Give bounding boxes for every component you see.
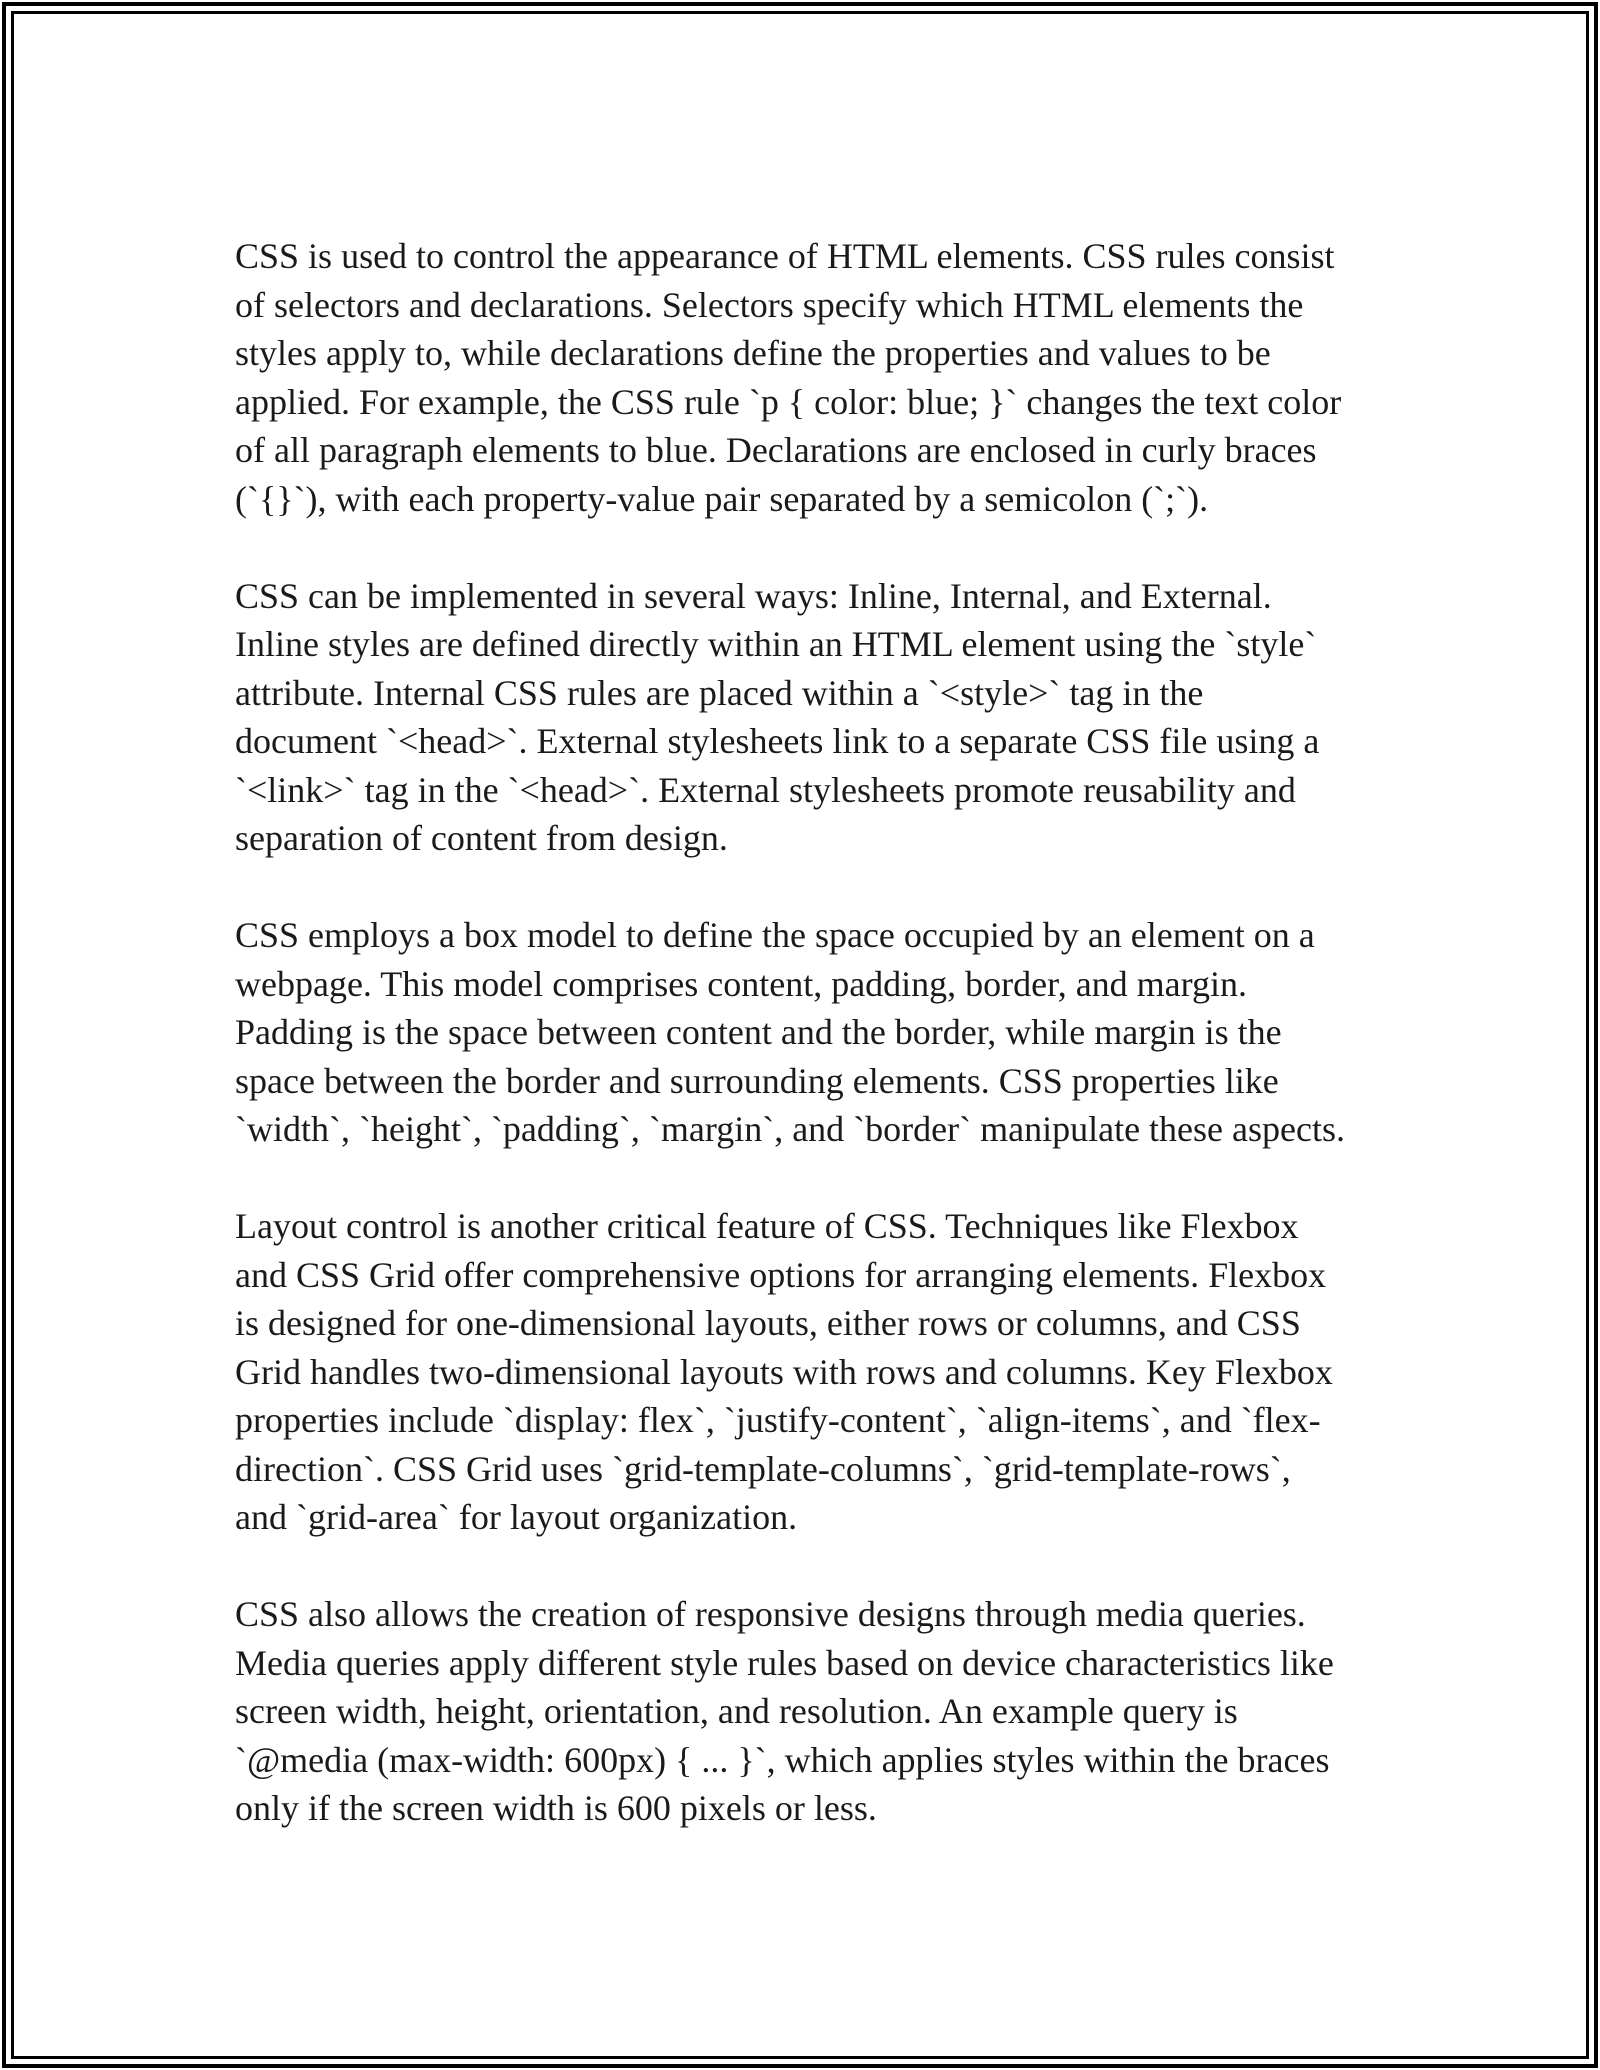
paragraph-css-rules: CSS is used to control the appearance of HTML elements. CSS rules consist of selectors and declarations. Selectors specify which HTML elements the styles apply to, while declarations define the properties and values to be applied. For example, the CSS rule `p { color: blue; }` changes the text color of all paragraph elements to blue. Declarations are enclosed in curly braces (`{}`), with each property-value pair separated by a semicolon (`;`). <box>235 236 1342 519</box>
paragraph-layout-control: Layout control is another critical feature of CSS. Techniques like Flexbox and CSS Grid offer comprehensive options for arranging elements. Flexbox is designed for one-dimensional layouts, either rows or columns, and CSS Grid handles two-dimensional layouts with rows and columns. Key Flexbox properties include `display: flex`, `justify-content`, `align-items`, and `flex- direction`. CSS Grid uses `grid-template-columns`, `grid-template-rows`, and `grid-area` for layout organization. <box>235 1206 1333 1537</box>
paragraph-box-model: CSS employs a box model to define the space occupied by an element on a webpage. This model comprises content, padding, border, and margin. Padding is the space between content and the border, while margin is the space between the border and surrounding elements. CSS properties like `width`, `height`, `padding`, `margin`, and `border` manipulate these aspects. <box>235 915 1345 1149</box>
paragraph-media-queries: CSS also allows the creation of responsive designs through media queries. Media queries apply different style rules based on device characteristics like screen width, height, orientation, and resolution. An example query is `@media (max-width: 600px) { ... }`, which applies styles within the braces only if the screen width is 600 pixels or less. <box>235 1594 1334 1828</box>
document-body <box>235 232 1375 1881</box>
paragraph-css-implementation: CSS can be implemented in several ways: Inline, Internal, and External. Inline styles are defined directly within an HTML element using the `style` attribute. Internal CSS rules are placed within a `<style>` tag in the document `<head>`. External stylesheets link to a separate CSS file using a `<link>` tag in the `<head>`. External stylesheets promote reusability and separation of content from design. <box>235 575 1320 858</box>
